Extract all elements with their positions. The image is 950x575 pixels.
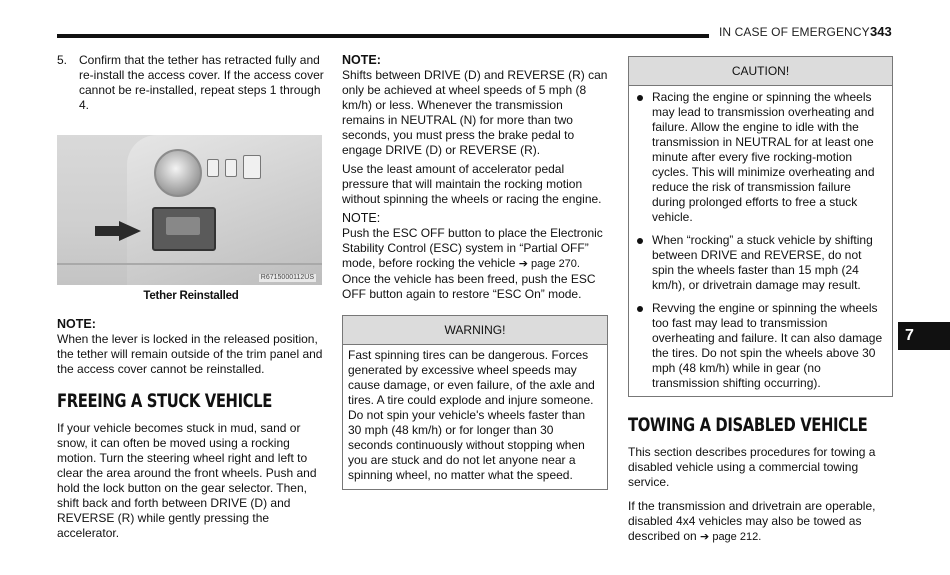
photo-code: R6715000112US bbox=[260, 274, 314, 281]
photo-caption: Tether Reinstalled bbox=[143, 290, 239, 302]
towing-paragraph-2: If the transmission and drivetrain are operable, disabled 4x4 vehicles may also be towed as described on ➔ page 212. bbox=[628, 499, 876, 543]
caution-item: When “rocking” a stuck vehicle by shifting between DRIVE and REVERSE, do not spin the wheels faster than 15 mph (24 km/h), or drivetrain damage may result. bbox=[634, 233, 886, 293]
bullet-icon bbox=[634, 90, 652, 225]
step-number: 5. bbox=[57, 53, 68, 67]
page-number: 343 bbox=[870, 24, 892, 39]
towing-paragraph: This section describes procedures for towing a disabled vehicle using a commercial towing service. bbox=[628, 445, 876, 489]
caution-box bbox=[628, 56, 893, 397]
column-right bbox=[628, 56, 893, 545]
header-rule bbox=[57, 34, 709, 38]
column-left bbox=[57, 53, 325, 541]
note-title: NOTE: bbox=[342, 53, 381, 67]
switch bbox=[225, 159, 237, 177]
caution-item: Revving the engine or spinning the wheels too fast may lead to transmission overheating and failure. It can also damage the tires. Do not spin the wheels above 30 mph (48 km/h) while in gear (no transmission shifting occurring). bbox=[634, 301, 886, 391]
bullet-icon bbox=[634, 233, 652, 293]
bullet-icon bbox=[634, 301, 652, 391]
arrow-icon-shaft bbox=[95, 226, 121, 236]
warning-box bbox=[342, 315, 608, 490]
section-heading-towing: TOWING A DISABLED VEHICLE bbox=[628, 414, 868, 436]
control-knob bbox=[154, 149, 202, 197]
freeing-paragraph: If your vehicle becomes stuck in mud, sand or snow, it can often be moved using a rocking motion. Turn the steering wheel right and left to clear the area around the front wheels. Push and hold the lock button on the gear selector. Then, shift back and forth between DRIVE (D) and REVERSE (R) while gently pressing the accelerator. bbox=[57, 421, 317, 540]
caution-title: CAUTION! bbox=[629, 57, 892, 86]
switch bbox=[243, 155, 261, 179]
note-title: NOTE: bbox=[342, 211, 381, 225]
warning-title: WARNING! bbox=[343, 316, 607, 345]
column-middle bbox=[342, 53, 608, 490]
switch bbox=[207, 159, 219, 177]
section-heading-freeing: FREEING A STUCK VEHICLE bbox=[57, 390, 272, 412]
panel-seam bbox=[57, 263, 322, 265]
step-5 bbox=[57, 53, 325, 113]
accelerator-paragraph: Use the least amount of accelerator pedal pressure that will maintain the rocking motion without spinning the wheels or racing the engine. bbox=[342, 162, 602, 206]
tether-photo bbox=[57, 135, 322, 285]
caution-item: Racing the engine or spinning the wheels may lead to transmission overheating and failure. Allow the engine to idle with the transmission in NEUTRAL for at least one minute after every five rocking-motion cycles. This will minimize overheating and reduce the risk of transmission failure during prolonged efforts to free a stuck vehicle. bbox=[634, 90, 886, 225]
step-text: Confirm that the tether has retracted fully and re-install the access cover. If the access cover cannot be re-installed, repeat steps 1 through 4. bbox=[79, 53, 324, 112]
esc-note-text: Push the ESC OFF button to place the Electronic Stability Control (ESC) system in “Partial OFF” mode, before rocking the vehicle ➔ page 270. Once the vehicle has been freed, push the ESC OFF button again to restore “ESC On” mode. bbox=[342, 226, 603, 301]
warning-text: Fast spinning tires can be dangerous. Forces generated by excessive wheel speeds may cause damage, or even failure, of the axle and tires. A tire could explode and injure someone. Do not spin your vehicle's wheels faster than 30 mph (48 km/h) or for longer than 30 seconds continuously without stopping when you are stuck and do not let anyone near a spinning wheel, no matter what the speed. bbox=[348, 348, 595, 482]
access-cover bbox=[152, 207, 216, 251]
arrow-icon bbox=[119, 221, 141, 241]
chapter-tab[interactable]: 7 bbox=[898, 322, 950, 350]
page-reference-link[interactable]: ➔ page 270. bbox=[518, 258, 580, 270]
note-title: NOTE: bbox=[57, 317, 96, 331]
running-header-section: IN CASE OF EMERGENCY bbox=[719, 25, 870, 39]
page-reference-link[interactable]: ➔ page 212. bbox=[700, 531, 762, 543]
note-text: Shifts between DRIVE (D) and REVERSE (R) can only be achieved at wheel speeds of 5 mph (8 km/h) or less. Whenever the transmission remains in NEUTRAL (N) for more than two seconds, you must press the brake pedal to engage DRIVE (D) or REVERSE (R). bbox=[342, 68, 608, 157]
note-text: When the lever is locked in the released position, the tether will remain outside of the trim panel and the access cover cannot be reinstalled. bbox=[57, 332, 323, 376]
